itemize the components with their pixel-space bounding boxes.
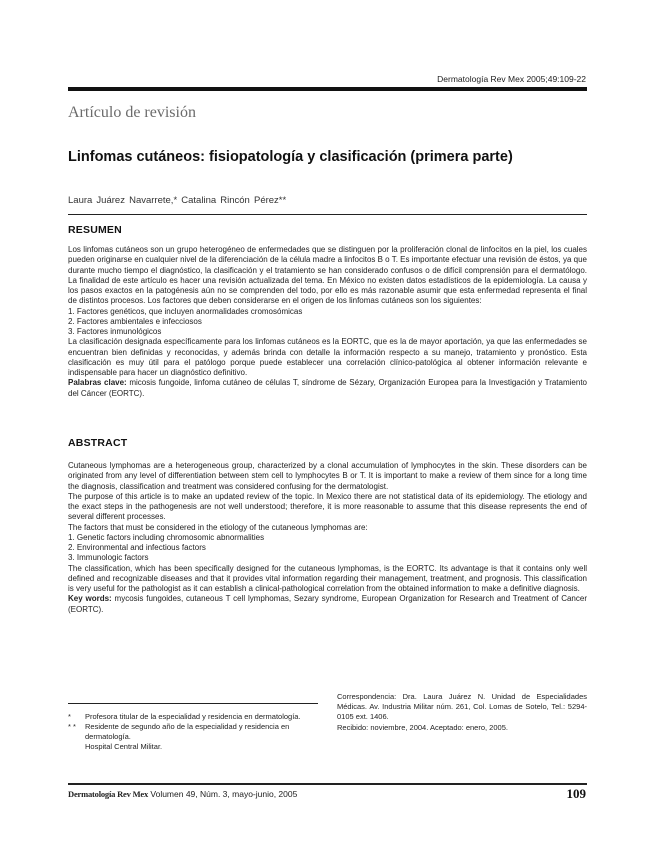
abstract-intro: Cutaneous lymphomas are a heterogeneous group, characterized by a clonal accumulation of lymphocytes in the skin. These disorders can be originated from any level of differentiation between stem cell to lymphocytes B or T. It is important to make a review of them since for a long time the diagnosis, classification and treatment was considered confusing for the dermatologist. [68,461,587,491]
abstract-purpose: The purpose of this article is to make an updated review of the topic. In Mexico there are not statistical data of its epidemiology. The etiology and the exact steps in the pathogenesis are not well understood; therefore, it is more reasonable to assume that this disease represents the end of several different processes. [68,491,587,522]
resumen-classification: La clasificación designada específicamente para los linfomas cutáneos es la EORTC, que es la de mayor aportación, ya que las enfermedades se encuentran bien definidas y reconocidas, y además brinda con detalle la información respecto a su manejo, tratamiento y pronóstico. Esta clasificación es muy útil para el patólogo porque puede establecer una correlación clínico-patológica al obtener información relevante e indispensable para hacer un diagnóstico definitivo. [68,337,587,377]
footnote-mark: * * [68,722,76,731]
footer-journal-name: Dermatología Rev Mex [68,789,149,799]
article-title: Linfomas cutáneos: fisiopatología y clasificación (primera parte) [68,149,513,165]
footnote-text: Profesora titular de la especialidad y residencia en dermatología. [85,712,301,721]
footnote-text: Residente de segundo año de la especialidad y residencia en dermatología. [85,722,290,741]
abstract-heading: ABSTRACT [68,437,128,449]
abstract-body [68,461,587,615]
resumen-body [68,245,587,399]
key-words-text: mycosis fungoides, cutaneous T cell lymphomas, Sezary syndrome, European Organization for Research and Treatment of Cancer (EORTC). [68,594,587,614]
footnotes [68,712,320,752]
footnote [68,722,320,742]
authors-rule [68,214,587,215]
footnote [68,742,320,752]
key-words-label: Key words: [68,594,112,604]
correspondence [337,692,587,733]
footnote [68,712,320,722]
resumen-factor-2: 2. Factores ambientales e infecciosos [68,316,202,326]
resumen-factor-1: 1. Factores genéticos, que incluyen anormalidades cromosómicas [68,306,303,316]
resumen-keywords [68,378,587,399]
resumen-factor-3: 3. Factores inmunológicos [68,327,162,336]
footnote-mark [68,742,85,752]
keywords-text: micosis fungoide, linfoma cutáneo de células T, síndrome de Sézary, Organización Europea para la Investigación y Tratamiento del Cáncer (EORTC). [68,378,587,398]
correspondence-address: Correspondencia: Dra. Laura Juárez N. Unidad de Especialidades Médicas. Av. Industria Militar núm. 261, Col. Lomas de Sotelo, Tel.: 5294-0105 ext. 1406. [337,692,587,722]
abstract-factor-3: 3. Immunologic factors [68,553,149,563]
footnote-mark: * [68,712,71,721]
resumen-heading: RESUMEN [68,224,122,236]
resumen-intro: Los linfomas cutáneos son un grupo heterogéneo de enfermedades que se distinguen por la proliferación clonal de linfocitos en la piel, los cuales pueden originarse en cualquier nivel de la diferenciación de la célula madre a linfocitos B o T. Es importante efectuar una revisión de éstos, ya que durante mucho tiempo el diagnóstico, la clasificación y el tratamiento se han considerado confusos o de difícil comprensión para el dermatólogo. La finalidad de este artículo es hacer una revisión actualizada del tema. En México no existen datos estadísticos de la epidemiología. La causa y los pasos exactos en la patogénesis aún no se comprenden del todo, por ello es más razonable asumir que esta enfermedad representa el final de distintos procesos. Los factores que deben considerarse en el origen de los linfomas cutáneos son los siguientes: [68,245,587,306]
footer-citation [68,789,297,799]
abstract-classification: The classification, which has been specifically designed for the cutaneous lymphomas, is the EORTC. Its advantage is that it contains only well defined and recognizable diseases and that it provides vital information regarding their management, treatment, and prognosis. This classification is very useful for the pathologist as it can establish a clinical-pathological correlation from the obtained information to make a definitive diagnosis. [68,563,587,593]
footnote-text: Hospital Central Militar. [85,742,163,751]
page-number: 109 [566,786,586,801]
journal-reference: Dermatología Rev Mex 2005;49:109-22 [437,74,586,84]
footer-rule [68,783,587,785]
abstract-factors-intro: The factors that must be considered in the etiology of the cutaneous lymphomas are: [68,522,368,532]
header-rule [68,87,587,91]
footnote-rule [68,703,318,704]
abstract-keywords [68,594,587,615]
article-authors: Laura Juárez Navarrete,* Catalina Rincón Pérez** [68,195,287,206]
received-dates: Recibido: noviembre, 2004. Aceptado: enero, 2005. [337,722,508,732]
section-label: Artículo de revisión [68,104,196,121]
footer-issue: Volumen 49, Núm. 3, mayo-junio, 2005 [148,789,298,799]
abstract-factor-1: 1. Genetic factors including chromosomic abnormalities [68,532,265,542]
abstract-factor-2: 2. Environmental and infectious factors [68,543,206,552]
keywords-label: Palabras clave: [68,378,127,388]
